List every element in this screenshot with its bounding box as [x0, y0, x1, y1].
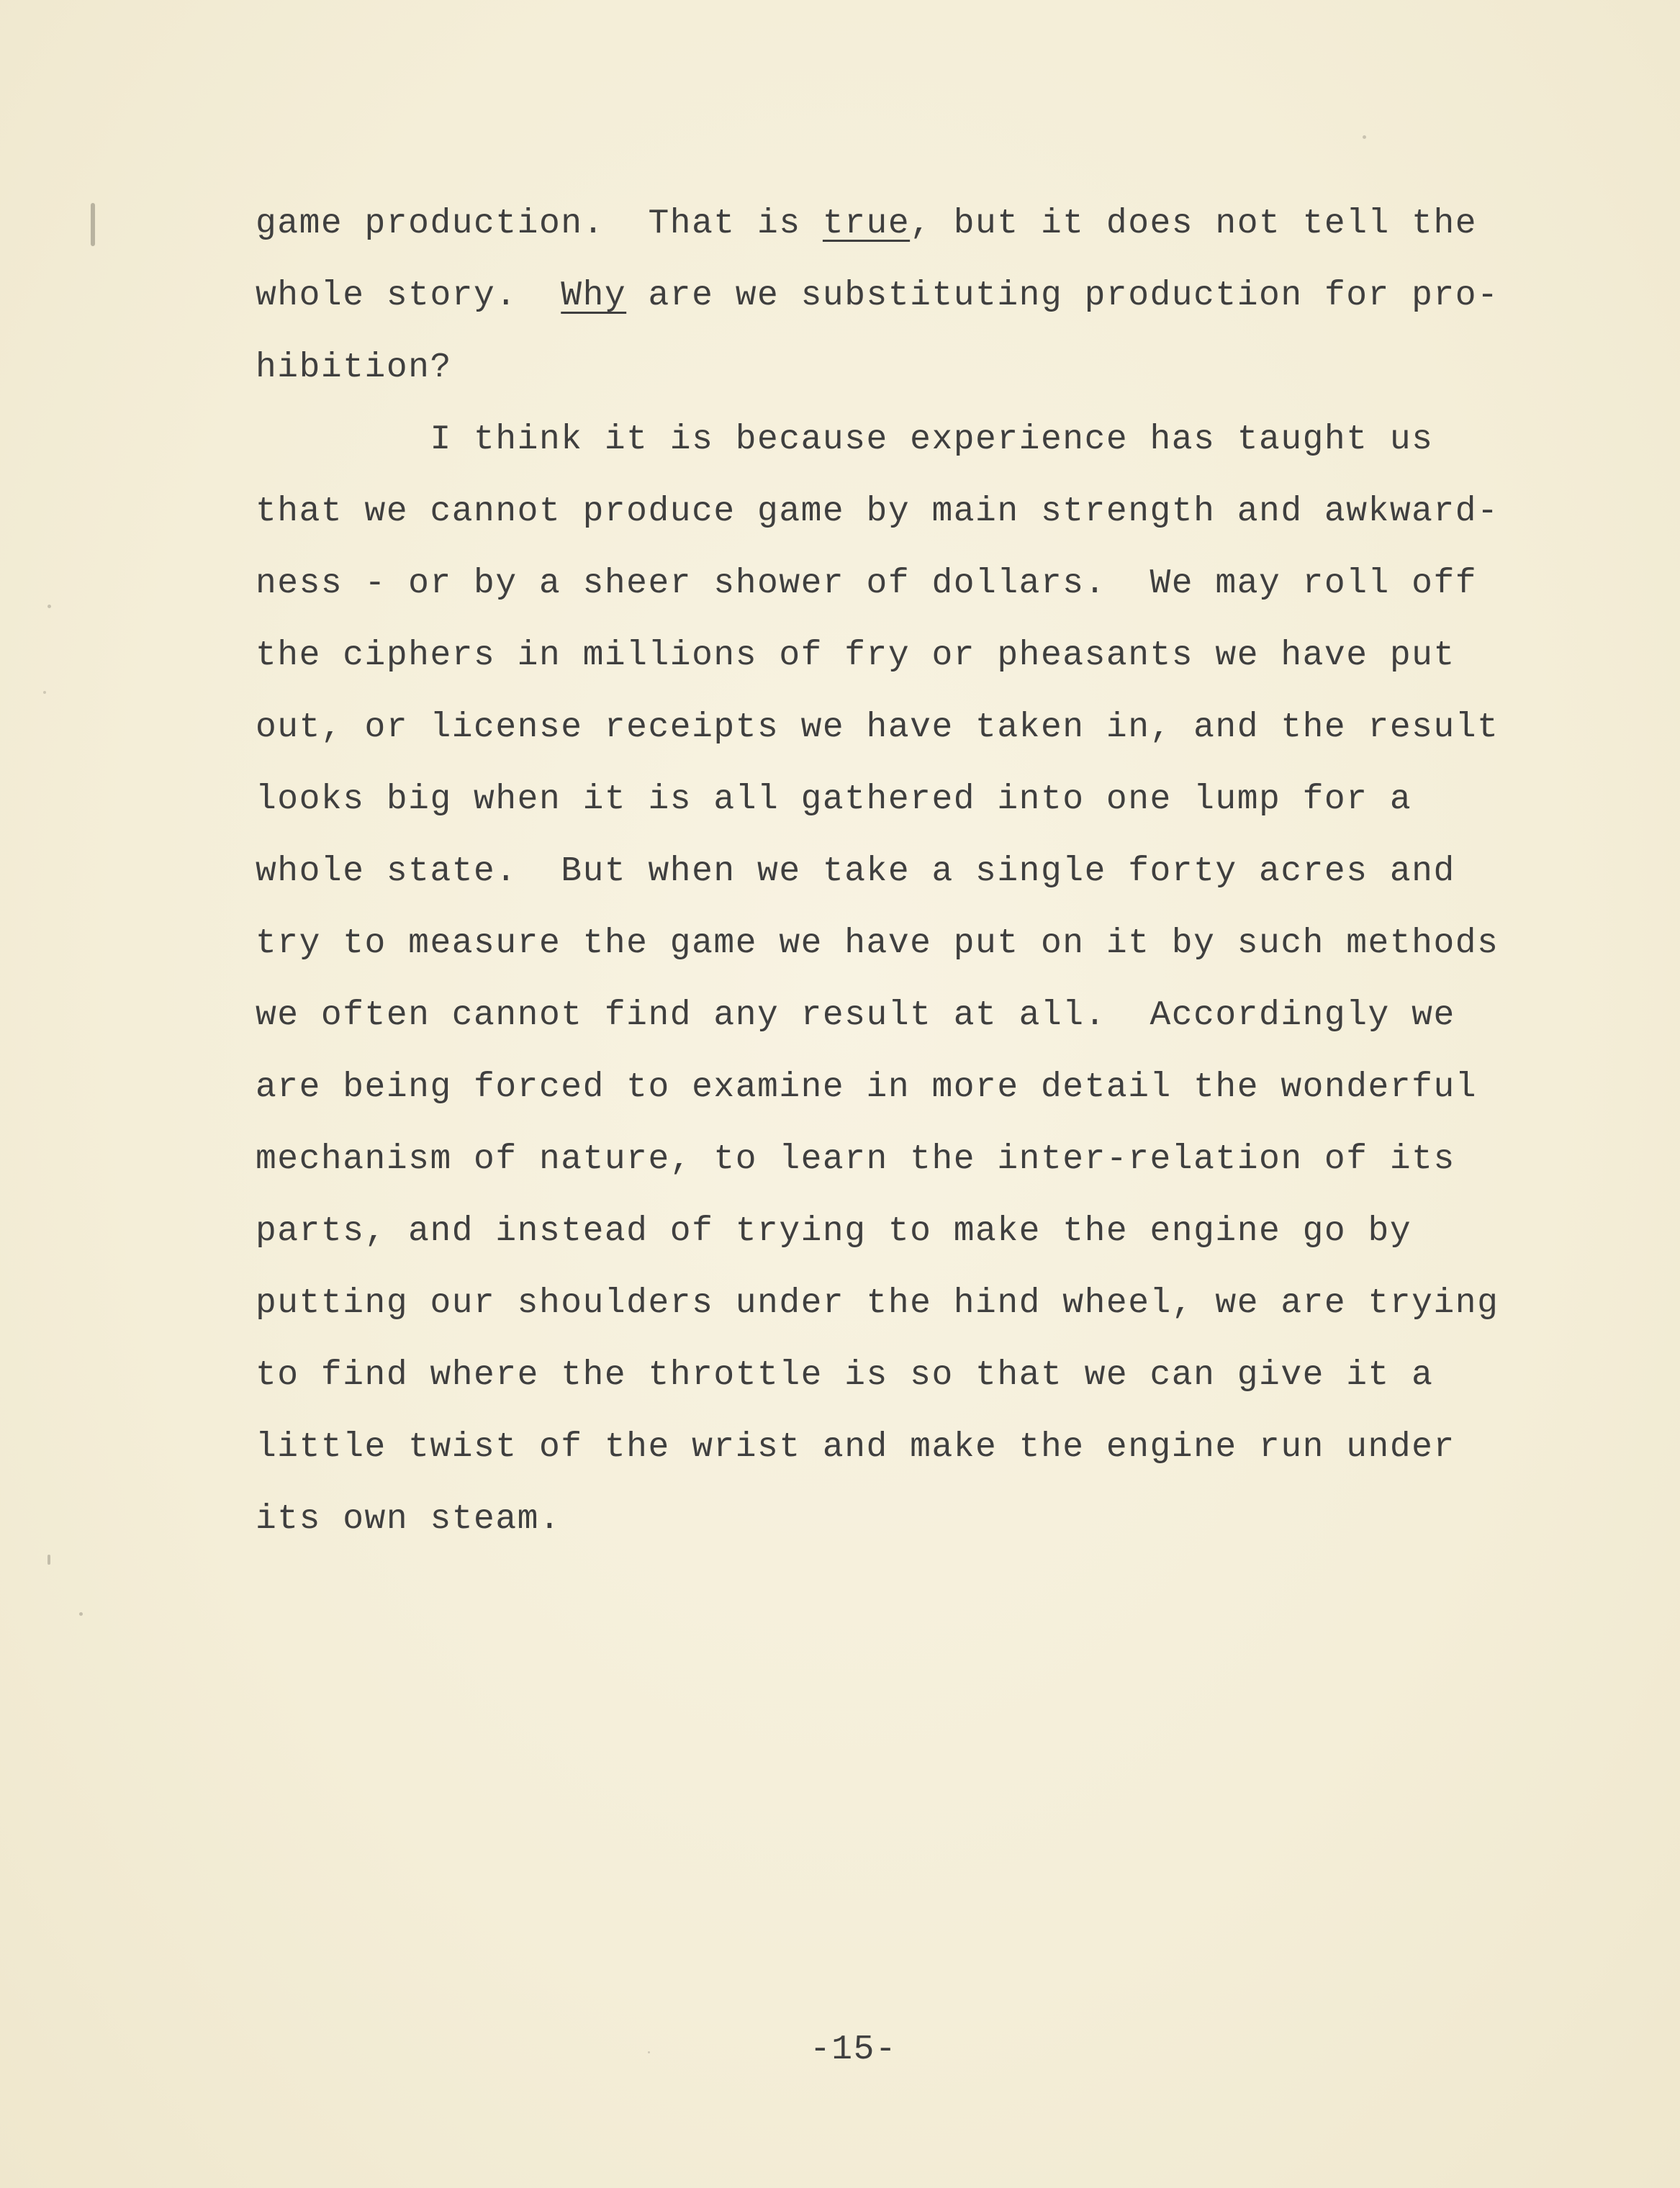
text-run: looks big when it is all gathered into one lump for a [256, 780, 1412, 819]
text-line [256, 1498, 561, 1541]
underlined-word: true [822, 204, 911, 243]
text-run: mechanism of nature, to learn the inter-relation of its [256, 1140, 1455, 1179]
paper-mark [43, 691, 46, 694]
paper-mark [648, 2051, 650, 2053]
text-run: the ciphers in millions of fry or pheasants we have put [256, 636, 1455, 675]
text-line [256, 1210, 1412, 1253]
page-number: -15- [810, 2030, 898, 2069]
text-line [256, 1354, 1433, 1397]
text-run: are being forced to examine in more detail the wonderful [256, 1068, 1478, 1107]
text-run: out, or license receipts we have taken in, and the result [256, 708, 1499, 747]
text-line [256, 1426, 1455, 1469]
text-run: are we substituting production for pro- [626, 276, 1499, 315]
text-line [256, 418, 1433, 461]
text-line [256, 994, 1455, 1037]
text-run: that we cannot produce game by main strength and awkward- [256, 492, 1499, 531]
paper-mark [79, 1612, 83, 1616]
text-line [256, 490, 1499, 533]
text-run: I think it is because experience has taught us [256, 420, 1434, 459]
text-line [256, 562, 1477, 605]
text-line [256, 202, 1477, 245]
text-line [256, 1138, 1455, 1181]
text-run: game production. That is [256, 204, 823, 243]
text-line [256, 274, 1499, 317]
text-line [256, 778, 1412, 821]
text-line [256, 634, 1455, 677]
paper-mark [48, 1555, 50, 1565]
paper-mark [91, 203, 95, 246]
underlined-word: Why [561, 276, 627, 315]
text-run: parts, and instead of trying to make the engine go by [256, 1212, 1412, 1251]
text-run: try to measure the game we have put on it by such methods [256, 924, 1499, 963]
text-run: whole state. But when we take a single forty acres and [256, 852, 1455, 891]
text-run: little twist of the wrist and make the engine run under [256, 1428, 1455, 1467]
text-run: its own steam. [256, 1500, 561, 1539]
text-run: to find where the throttle is so that we can give it a [256, 1356, 1434, 1395]
text-line [256, 346, 452, 389]
text-line [256, 706, 1499, 749]
text-run: putting our shoulders under the hind wheel, we are trying [256, 1284, 1499, 1323]
text-run: whole story. [256, 276, 561, 315]
paper-mark [48, 605, 51, 608]
text-run: we often cannot find any result at all. Accordingly we [256, 996, 1455, 1035]
text-run: hibition? [256, 348, 452, 387]
text-run: ness - or by a sheer shower of dollars. We may roll off [256, 564, 1478, 603]
text-line [256, 850, 1455, 893]
text-line [256, 922, 1499, 965]
text-line [256, 1066, 1477, 1109]
text-line [256, 1282, 1499, 1325]
paper-mark [1363, 135, 1366, 139]
text-run: , but it does not tell the [910, 204, 1478, 243]
